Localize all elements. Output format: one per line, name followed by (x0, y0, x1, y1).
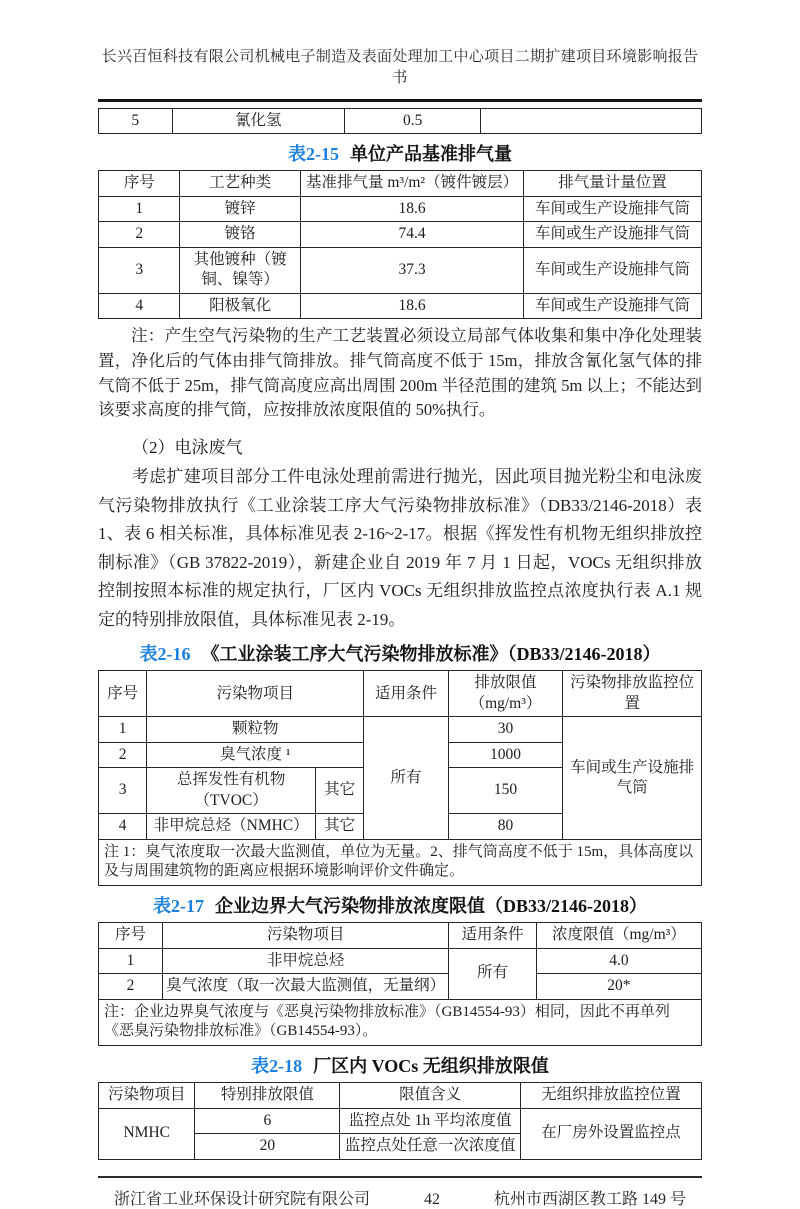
table-title: 企业边界大气污染物排放浓度限值（DB33/2146-2018） (215, 896, 647, 917)
header-cell: 污染物项目 (99, 1083, 195, 1108)
cell-process: 镀锌 (180, 196, 301, 221)
table-title: 单位产品基准排气量 (350, 144, 512, 165)
table-2-16-caption (98, 640, 702, 666)
header-cell: 特别排放限值 (195, 1083, 340, 1108)
cell-index: 1 (99, 196, 180, 221)
table-row (99, 222, 702, 247)
footer-page-number: 42 (424, 1190, 440, 1208)
table-header-row (99, 923, 702, 948)
table-note: 注：企业边界臭气浓度与《恶臭污染物排放标准》（GB14554-93）相同，因此不再单列《恶臭污染物排放标准》（GB14554-93）。 (99, 999, 702, 1046)
header-cell: 浓度限值（mg/m³） (536, 923, 701, 948)
table-title: 《工业涂装工序大气污染物排放标准》（DB33/2146-2018） (201, 644, 661, 665)
footer-address: 杭州市西湖区教工路 149 号 (493, 1190, 686, 1208)
cell-position: 在厂房外设置监控点 (521, 1108, 702, 1159)
table-2-18-caption (98, 1052, 702, 1078)
cell-index: 3 (99, 247, 180, 293)
cell-subcondition: 其它 (316, 814, 364, 839)
cell-limit: 6 (195, 1108, 340, 1133)
header-cell: 污染物项目 (147, 671, 364, 717)
table-header-row (99, 1083, 702, 1108)
section-heading: （2）电泳废气 (132, 438, 243, 458)
cell-process: 其他镀种（镀铜、镍等） (180, 247, 301, 293)
cell-limit: 80 (448, 814, 563, 839)
cell-value: 18.6 (300, 196, 523, 221)
page-footer (98, 1176, 702, 1209)
header-cell: 限值含义 (340, 1083, 521, 1108)
cell-limit: 20 (195, 1134, 340, 1159)
cell-condition: 所有 (449, 948, 536, 999)
header-cell: 污染物排放监控位置 (563, 671, 702, 717)
cell-position: 车间或生产设施排气筒 (524, 247, 702, 293)
table-2-15-caption (98, 140, 702, 166)
cell-condition: 所有 (364, 717, 448, 839)
table-2-17-caption (98, 892, 702, 918)
cell-limit: 1000 (448, 742, 563, 767)
cell-position: 车间或生产设施排气筒 (524, 293, 702, 318)
document-header (98, 45, 702, 102)
table-row (99, 717, 702, 742)
table-2-15 (98, 170, 702, 319)
cell-pollutant: 臭气浓度 ¹ (147, 742, 364, 767)
cell-index: 4 (99, 293, 180, 318)
cell-pollutant: 总挥发性有机物（TVOC） (147, 768, 316, 814)
cell-subcondition: 其它 (316, 768, 364, 814)
cell-process: 阳极氧化 (180, 293, 301, 318)
table-header-row (99, 171, 702, 196)
cell-index: 3 (99, 768, 147, 814)
cell-limit: 4.0 (536, 948, 701, 973)
footer-company: 浙江省工业环保设计研究院有限公司 (114, 1190, 371, 1208)
cell-value: 74.4 (300, 222, 523, 247)
cell-empty (481, 109, 702, 134)
table-2-15-note: 注：产生空气污染物的生产工艺装置必须设立局部气体收集和集中净化处理装置，净化后的气体由排气筒排放。排气筒高度不低于 15m，排放含氰化氢气体的排气筒不低于 25m，排气筒高度应高出周围 200m 半径范围的建筑 5m 以上；不能达到该要求高度的排气筒，应按排放浓度限值的 50%执行。 (98, 326, 702, 420)
table-row (99, 1108, 702, 1133)
cell-limit: 20* (536, 974, 701, 999)
header-cell: 污染物项目 (162, 923, 448, 948)
partial-table (98, 108, 702, 134)
header-cell: 排气量计量位置 (524, 171, 702, 196)
header-cell: 基准排气量 m³/m²（镀件镀层） (300, 171, 523, 196)
table-2-17 (98, 922, 702, 1046)
cell-index: 2 (99, 222, 180, 247)
cell-value: 37.3 (300, 247, 523, 293)
header-cell: 序号 (99, 671, 147, 717)
cell-index: 2 (99, 974, 163, 999)
header-cell: 无组织排放监控位置 (521, 1083, 702, 1108)
header-cell: 工艺种类 (180, 171, 301, 196)
table-row (99, 974, 702, 999)
cell-position: 车间或生产设施排气筒 (524, 222, 702, 247)
table-header-row (99, 671, 702, 717)
cell-index: 4 (99, 814, 147, 839)
cell-pollutant: NMHC (99, 1108, 195, 1159)
cell-index: 5 (99, 109, 173, 134)
table-number: 表2-17 (153, 896, 204, 917)
table-title: 厂区内 VOCs 无组织排放限值 (313, 1056, 549, 1077)
cell-pollutant: 颗粒物 (147, 717, 364, 742)
header-cell: 适用条件 (364, 671, 448, 717)
table-note-row (99, 839, 702, 886)
table-row (99, 109, 702, 134)
cell-limit: 30 (448, 717, 563, 742)
table-row (99, 293, 702, 318)
table-row (99, 247, 702, 293)
table-2-18 (98, 1082, 702, 1159)
table-row (99, 948, 702, 973)
table-2-16 (98, 670, 702, 886)
cell-meaning: 监控点处 1h 平均浓度值 (340, 1108, 521, 1133)
header-cell: 适用条件 (449, 923, 536, 948)
cell-process: 镀铬 (180, 222, 301, 247)
table-note-row (99, 999, 702, 1046)
cell-value: 0.5 (345, 109, 481, 134)
cell-meaning: 监控点处任意一次浓度值 (340, 1134, 521, 1159)
cell-position: 车间或生产设施排气筒 (524, 196, 702, 221)
table-number: 表2-15 (288, 144, 339, 165)
cell-index: 1 (99, 717, 147, 742)
cell-limit: 150 (448, 768, 563, 814)
header-cell: 排放限值（mg/m³） (448, 671, 563, 717)
document-title: 长兴百恒科技有限公司机械电子制造及表面处理加工中心项目二期扩建项目环境影响报告书 (101, 49, 699, 86)
header-cell: 序号 (99, 171, 180, 196)
header-cell: 序号 (99, 923, 163, 948)
table-number: 表2-18 (251, 1056, 303, 1077)
section-paragraph: 考虑扩建项目部分工件电泳处理前需进行抛光，因此项目抛光粉尘和电泳废气污染物排放执行《工业涂装工序大气污染物排放标准》（DB33/2146-2018）表 1、表 6 相关标准，具体标准见表 2-16~2-17。根据《挥发性有机物无组织排放控制标准》（GB 37822-2019），新建企业自 2019 年 7 月 1 日起，VOCs 无组织排放控制按照本标准的规定执行，厂区内 VOCs 无组织排放监控点浓度执行表 A.1 规定的特别排放限值，具体标准见表 2-19。 (98, 467, 702, 629)
cell-index: 2 (99, 742, 147, 767)
cell-value: 18.6 (300, 293, 523, 318)
cell-pollutant: 非甲烷总烃（NMHC） (147, 814, 316, 839)
cell-pollutant: 氰化氢 (172, 109, 344, 134)
cell-pollutant: 非甲烷总烃 (162, 948, 448, 973)
table-row (99, 196, 702, 221)
cell-position: 车间或生产设施排气筒 (563, 717, 702, 839)
table-note: 注 1：臭气浓度取一次最大监测值，单位为无量。2、排气筒高度不低于 15m，具体高度以及与周围建筑物的距离应根据环境影响评价文件确定。 (99, 839, 702, 886)
cell-index: 1 (99, 948, 163, 973)
table-number: 表2-16 (139, 644, 191, 665)
cell-pollutant: 臭气浓度（取一次最大监测值，无量纲） (162, 974, 448, 999)
